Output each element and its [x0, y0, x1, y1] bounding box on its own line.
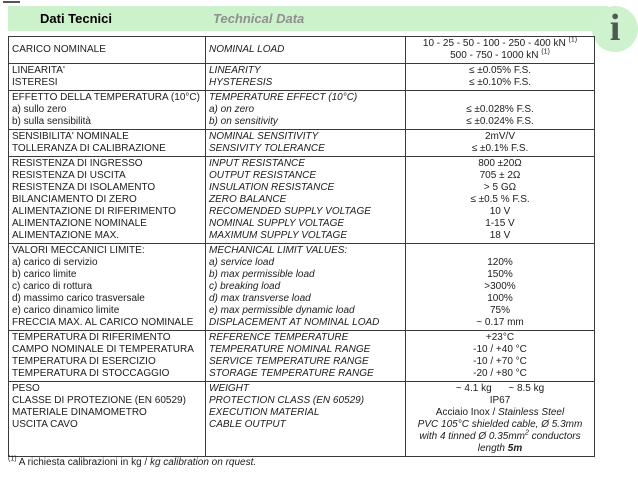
value-segment: 2 — [525, 429, 529, 437]
label-line-it: c) carico di rottura — [12, 281, 93, 292]
label-line-it: TOLLERANZA DI CALIBRAZIONE — [12, 143, 166, 154]
label-line-it: EFFETTO DELLA TEMPERATURA (10°C) — [12, 92, 200, 103]
value-line — [409, 131, 591, 143]
value-line — [409, 332, 591, 344]
value-segment: 1-15 V — [485, 218, 515, 229]
cell-value — [406, 130, 594, 156]
value-segment: ≤ ±0.10% F.S. — [468, 77, 532, 88]
label-line-it: FRECCIA MAX. AL CARICO NOMINALE — [12, 317, 194, 328]
value-line — [409, 293, 591, 305]
section-title-english: Technical Data — [213, 11, 305, 26]
table-row — [9, 381, 594, 456]
value-line — [409, 143, 591, 155]
label-line-it: TEMPERATURA DI ESERCIZIO — [12, 356, 156, 367]
value-line — [409, 206, 591, 218]
label-line-en: ZERO BALANCE — [209, 194, 287, 205]
page-edge-mark — [3, 1, 20, 3]
label-line-en: MECHANICAL LIMIT VALUES: — [209, 245, 348, 256]
cell-english-label — [206, 37, 406, 63]
footnote-text-english: kg calibration on rquest. — [149, 457, 257, 468]
cell-italian-label — [9, 331, 206, 381]
label-line-en: b) max permissible load — [209, 269, 315, 280]
table-row — [9, 129, 594, 156]
table-row — [9, 90, 594, 129]
label-line-it: a) carico di servizio — [12, 257, 98, 268]
value-line — [409, 170, 591, 182]
value-segment: ≤ ±0.05% F.S. — [468, 65, 532, 76]
value-line — [409, 50, 591, 62]
value-segment: 10 - 25 - 50 - 100 - 250 - 400 kN — [422, 38, 569, 49]
value-segment: conductors — [528, 431, 581, 442]
value-segment: ≤ ±0.024% F.S. — [466, 116, 534, 127]
cell-italian-label — [9, 382, 206, 456]
label-line-it: ISTERESI — [12, 77, 58, 88]
value-line — [409, 431, 591, 443]
value-segment: -10 / +70 °C — [473, 356, 527, 367]
value-line — [409, 419, 591, 431]
label-line-en: SERVICE TEMPERATURE RANGE — [209, 356, 369, 367]
label-line-it: CAMPO NOMINALE DI TEMPERATURA — [12, 344, 194, 355]
value-line — [409, 38, 591, 50]
cell-english-label — [206, 91, 406, 129]
label-line-en: e) max permissible dynamic load — [209, 305, 355, 316]
value-segment: (1) — [568, 36, 578, 44]
cell-english-label — [206, 382, 406, 456]
label-line-it: ALIMENTAZIONE DI RIFERIMENTO — [12, 206, 177, 217]
label-line-en: LINEARITY — [209, 65, 261, 76]
footnote — [8, 457, 256, 468]
label-line-en: PROTECTION CLASS (EN 60529) — [209, 395, 365, 406]
value-segment: ~ 0.17 mm — [476, 317, 524, 328]
value-line — [409, 305, 591, 317]
value-line — [409, 158, 591, 170]
label-line-it: a) sullo zero — [12, 104, 67, 115]
value-line — [409, 218, 591, 230]
value-line — [409, 77, 591, 89]
value-segment: 75% — [489, 305, 510, 316]
label-line-it: TEMPERATURA DI RIFERIMENTO — [12, 332, 171, 343]
cell-english-label — [206, 331, 406, 381]
cell-italian-label — [9, 91, 206, 129]
value-segment: PVC 105°C shielded cable, Ø 5.3mm — [417, 419, 583, 430]
cell-value — [406, 331, 594, 381]
label-line-en: INPUT RESISTANCE — [209, 158, 305, 169]
value-line — [409, 368, 591, 380]
label-line-it: RESISTENZA DI USCITA — [12, 170, 126, 181]
value-line — [409, 182, 591, 194]
cell-english-label — [206, 64, 406, 90]
value-line — [409, 245, 591, 257]
value-line — [409, 356, 591, 368]
value-line — [409, 257, 591, 269]
value-segment: 5m — [507, 443, 523, 454]
label-line-it: e) carico dinamico limite — [12, 305, 120, 316]
value-segment: ≤ ±0.5 % F.S. — [470, 194, 530, 205]
label-line-it: ALIMENTAZIONE NOMINALE — [12, 218, 147, 229]
value-line — [409, 116, 591, 128]
table-row — [9, 37, 594, 63]
cell-value — [406, 37, 594, 63]
cell-italian-label — [9, 130, 206, 156]
cell-value — [406, 64, 594, 90]
label-line-en: c) breaking load — [209, 281, 281, 292]
value-segment: -10 / +40 °C — [473, 344, 527, 355]
value-line — [409, 269, 591, 281]
value-segment: ~ 4.1 kg ~ 8.5 kg — [455, 383, 545, 394]
tech-table — [8, 36, 595, 457]
cell-english-label — [206, 157, 406, 243]
label-line-en: WEIGHT — [209, 383, 249, 394]
value-segment: 705 ± 2Ω — [479, 170, 521, 181]
value-line — [409, 407, 591, 419]
value-line — [409, 194, 591, 206]
label-line-en: CABLE OUTPUT — [209, 419, 286, 430]
label-line-it: PESO — [12, 383, 40, 394]
value-line — [409, 230, 591, 242]
label-line-en: REFERENCE TEMPERATURE — [209, 332, 349, 343]
label-line-en: DISPLACEMENT AT NOMINAL LOAD — [209, 317, 380, 328]
value-segment: -20 / +80 °C — [473, 368, 527, 379]
value-segment: length — [477, 443, 508, 454]
label-line-it: TEMPERATURA DI STOCCAGGIO — [12, 368, 170, 379]
label-line-it: RESISTENZA DI ISOLAMENTO — [12, 182, 156, 193]
value-segment: 120% — [487, 257, 513, 268]
cell-italian-label — [9, 37, 206, 63]
label-line-en: d) max transverse load — [209, 293, 311, 304]
cell-italian-label — [9, 157, 206, 243]
label-line-en: b) on sensitivity — [209, 116, 278, 127]
footnote-text-italian: A richiesta calibrazioni in kg / — [16, 457, 150, 468]
label-line-en: a) on zero — [209, 104, 255, 115]
value-line — [409, 383, 591, 395]
value-line — [409, 92, 591, 104]
value-segment: Acciaio Inox / — [435, 407, 499, 418]
value-segment: +23°C — [485, 332, 515, 343]
value-segment: > 5 GΩ — [483, 182, 517, 193]
value-segment: ≤ ±0.1% F.S. — [471, 143, 529, 154]
info-icon — [592, 6, 638, 52]
value-segment: 100% — [487, 293, 513, 304]
label-line-en: NOMINAL LOAD — [209, 44, 285, 55]
label-line-en: TEMPERATURE NOMINAL RANGE — [209, 344, 371, 355]
value-segment: 500 - 750 - 1000 kN — [450, 50, 542, 61]
label-line-it: LINEARITA' — [12, 65, 65, 76]
label-line-it: b) carico limite — [12, 269, 77, 280]
label-line-en: a) service load — [209, 257, 275, 268]
label-line-it: CARICO NOMINALE — [12, 44, 106, 55]
section-title-italian: Dati Tecnici — [40, 11, 113, 26]
value-line — [409, 443, 591, 455]
cell-italian-label — [9, 64, 206, 90]
table-row — [9, 330, 594, 381]
value-line — [409, 317, 591, 329]
label-line-it: BILANCIAMENTO DI ZERO — [12, 194, 137, 205]
value-segment: with 4 tinned Ø 0.35mm — [419, 431, 525, 442]
value-line — [409, 395, 591, 407]
label-line-en: OUTPUT RESISTANCE — [209, 170, 317, 181]
table-row — [9, 156, 594, 243]
cell-english-label — [206, 130, 406, 156]
label-line-en: STORAGE TEMPERATURE RANGE — [209, 368, 374, 379]
label-line-en: NOMINAL SUPPLY VOLTAGE — [209, 218, 345, 229]
value-line — [409, 104, 591, 116]
label-line-en: EXECUTION MATERIAL — [209, 407, 320, 418]
cell-english-label — [206, 244, 406, 330]
cell-value — [406, 382, 594, 456]
label-line-en: SENSIVITY TOLERANCE — [209, 143, 325, 154]
value-segment: 150% — [487, 269, 513, 280]
value-segment: 800 ±20Ω — [478, 158, 522, 169]
label-line-it: b) sulla sensibilità — [12, 116, 91, 127]
label-line-it: CLASSE DI PROTEZIONE (EN 60529) — [12, 395, 186, 406]
cell-value — [406, 157, 594, 243]
value-segment: Stainless Steel — [498, 407, 565, 418]
label-line-en: NOMINAL SENSITIVITY — [209, 131, 319, 142]
value-segment: (1) — [541, 48, 550, 56]
value-segment: >300% — [484, 281, 516, 292]
value-segment: ≤ ±0.028% F.S. — [466, 104, 534, 115]
label-line-en: HYSTERESIS — [209, 77, 273, 88]
section-header-banner — [8, 6, 608, 31]
value-line — [409, 281, 591, 293]
footnote-superscript: (1) — [8, 455, 17, 463]
label-line-it: USCITA CAVO — [12, 419, 78, 430]
label-line-en: MAXIMUM SUPPLY VOLTAGE — [209, 230, 348, 241]
label-line-it: RESISTENZA DI INGRESSO — [12, 158, 143, 169]
label-line-it: MATERIALE DINAMOMETRO — [12, 407, 147, 418]
info-icon-glyph: i — [609, 7, 621, 49]
value-line — [409, 65, 591, 77]
label-line-it: d) massimo carico trasversale — [12, 293, 145, 304]
label-line-en: RECOMENDED SUPPLY VOLTAGE — [209, 206, 371, 217]
label-line-it: ALIMENTAZIONE MAX. — [12, 230, 120, 241]
value-segment: 18 V — [489, 230, 511, 241]
label-line-it: SENSIBILITA' NOMINALE — [12, 131, 129, 142]
cell-value — [406, 91, 594, 129]
value-line — [409, 344, 591, 356]
cell-value — [406, 244, 594, 330]
label-line-en: INSULATION RESISTANCE — [209, 182, 335, 193]
label-line-en: TEMPERATURE EFFECT (10°C) — [209, 92, 358, 103]
value-segment: 2mV/V — [484, 131, 515, 142]
cell-italian-label — [9, 244, 206, 330]
label-line-it: VALORI MECCANICI LIMITE: — [12, 245, 145, 256]
table-row — [9, 243, 594, 330]
value-segment: IP67 — [489, 395, 511, 406]
value-segment: 10 V — [489, 206, 511, 217]
table-row — [9, 63, 594, 90]
